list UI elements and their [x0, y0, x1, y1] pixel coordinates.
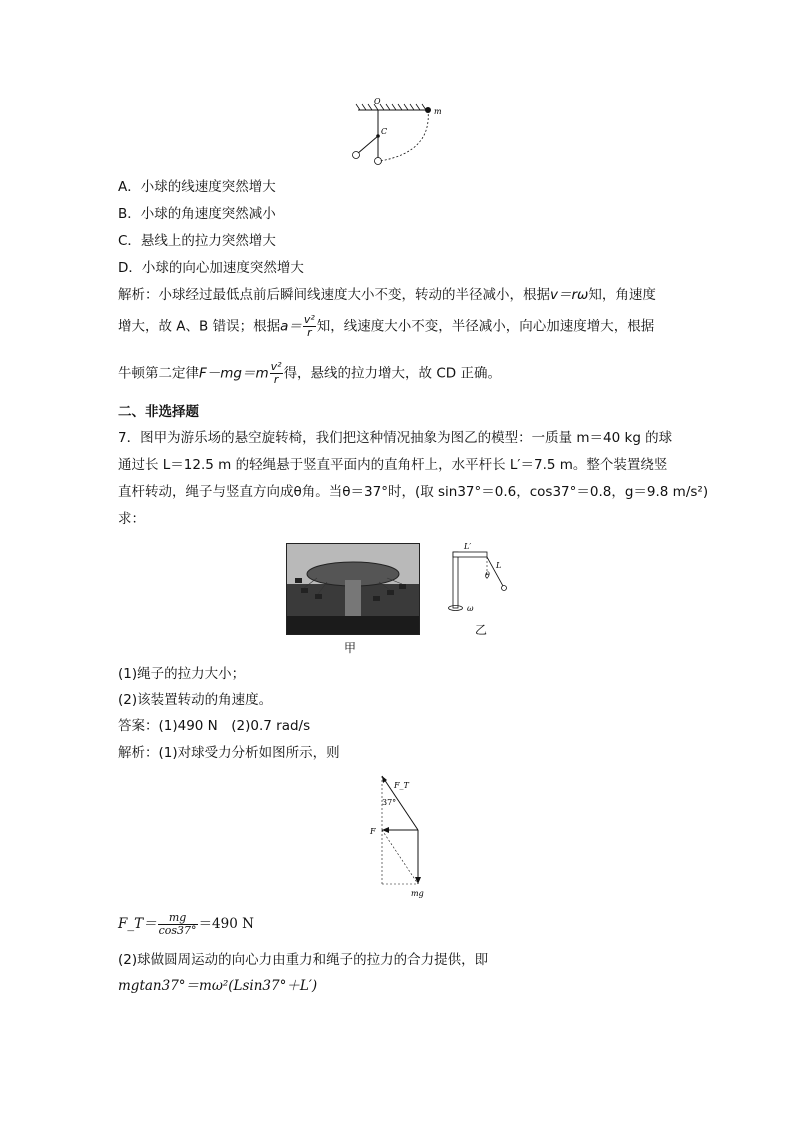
equation-1 — [118, 912, 254, 937]
eq1-right: ＝490 N — [198, 916, 254, 932]
section-title: 二、非选择题 — [118, 404, 199, 420]
option-d: D．小球的向心加速度突然增大 — [118, 260, 304, 276]
q7-sub-2: (2)该装置转动的角速度。 — [118, 692, 273, 708]
eq1-left: F_T＝ — [118, 916, 157, 932]
analysis-6-line-3 — [118, 361, 501, 386]
fraction-v2-r-2 — [270, 361, 283, 386]
force-label-mg: mg — [411, 889, 424, 898]
pendulum-label-m: m — [434, 107, 442, 116]
q7-analysis-1: 解析：(1)对球受力分析如图所示，则 — [118, 745, 340, 761]
fraction-den: r — [307, 326, 312, 339]
option-b: B．小球的角速度突然减小 — [118, 206, 276, 222]
model-label-l: L — [496, 561, 502, 570]
option-c: C．悬线上的拉力突然增大 — [118, 233, 276, 249]
q7-line-1: 7．图甲为游乐场的悬空旋转椅，我们把这种情况抽象为图乙的模型：一质量 m＝40 kg 的球 — [118, 430, 673, 446]
fraction-den: r — [273, 373, 279, 386]
analysis-6-text-1a: 解析：小球经过最低点前后瞬间线速度大小不变，转动的半径减小，根据 — [118, 287, 550, 303]
analysis-6-line-1 — [118, 286, 656, 304]
fraction-num: v² — [303, 313, 315, 326]
swing-ride-photo — [286, 543, 420, 635]
equation-2: mgtan37°＝mω²(Lsin37°＋L′) — [118, 978, 318, 994]
analysis-6-text-2c: 知，线速度大小不变，半径减小，向心加速度增大，根据 — [316, 318, 655, 335]
force-label-ft: F_T — [394, 781, 409, 790]
caption-a: 甲 — [344, 641, 357, 655]
model-label-lprime: L′ — [464, 542, 472, 551]
q7-line-4: 求： — [118, 511, 145, 527]
option-a: A．小球的线速度突然增大 — [118, 179, 276, 195]
caption-b: 乙 — [475, 623, 488, 637]
analysis-6-text-3c: 得，悬线的拉力增大，故 CD 正确。 — [283, 365, 501, 382]
model-label-omega: ω — [467, 604, 474, 613]
analysis-6-formula-1: v＝rω — [550, 287, 589, 303]
analysis-6-text-1c: 知，角速度 — [588, 287, 656, 303]
force-diagram — [362, 770, 442, 900]
pendulum-label-c: C — [381, 127, 388, 136]
photo-ground — [287, 616, 419, 634]
q7-answer: 答案：(1)490 N (2)0.7 rad/s — [118, 718, 311, 734]
model-label-theta: θ — [485, 571, 490, 580]
rod-model-figure — [440, 540, 520, 620]
analysis-6-formula-3: F－mg＝m — [199, 365, 269, 382]
analysis-6-text-3a: 牛顿第二定律 — [118, 365, 199, 382]
analysis-6-formula-2: a＝ — [280, 318, 302, 335]
fraction-num: v² — [270, 360, 282, 373]
pendulum-label-o: O — [374, 97, 381, 106]
fraction-v2-r-1 — [303, 314, 316, 339]
q7-line-2: 通过长 L＝12.5 m 的轻绳悬于竖直平面内的直角杆上，水平杆长 L′＝7.5 m。整个装置绕竖 — [118, 457, 668, 473]
eq1-num: mg — [158, 912, 198, 925]
q7-sub-1: (1)绳子的拉力大小； — [118, 666, 246, 682]
analysis-6-line-2 — [118, 314, 654, 339]
analysis-6-text-2a: 增大，故 A、B 错误；根据 — [118, 318, 281, 335]
force-label-angle: 37° — [382, 798, 397, 807]
force-label-f: F — [370, 827, 376, 836]
q7-line-3: 直杆转动，绳子与竖直方向成θ角。当θ＝37°时，(取 sin37°＝0.6，cos37°＝0.8，g＝9.8 m/s²) — [118, 484, 709, 500]
eq1-fraction — [158, 912, 198, 937]
q7-analysis-2: (2)球做圆周运动的向心力由重力和绳子的拉力的合力提供，即 — [118, 952, 489, 968]
pendulum-figure — [340, 92, 460, 172]
eq1-den: cos37° — [158, 924, 197, 937]
